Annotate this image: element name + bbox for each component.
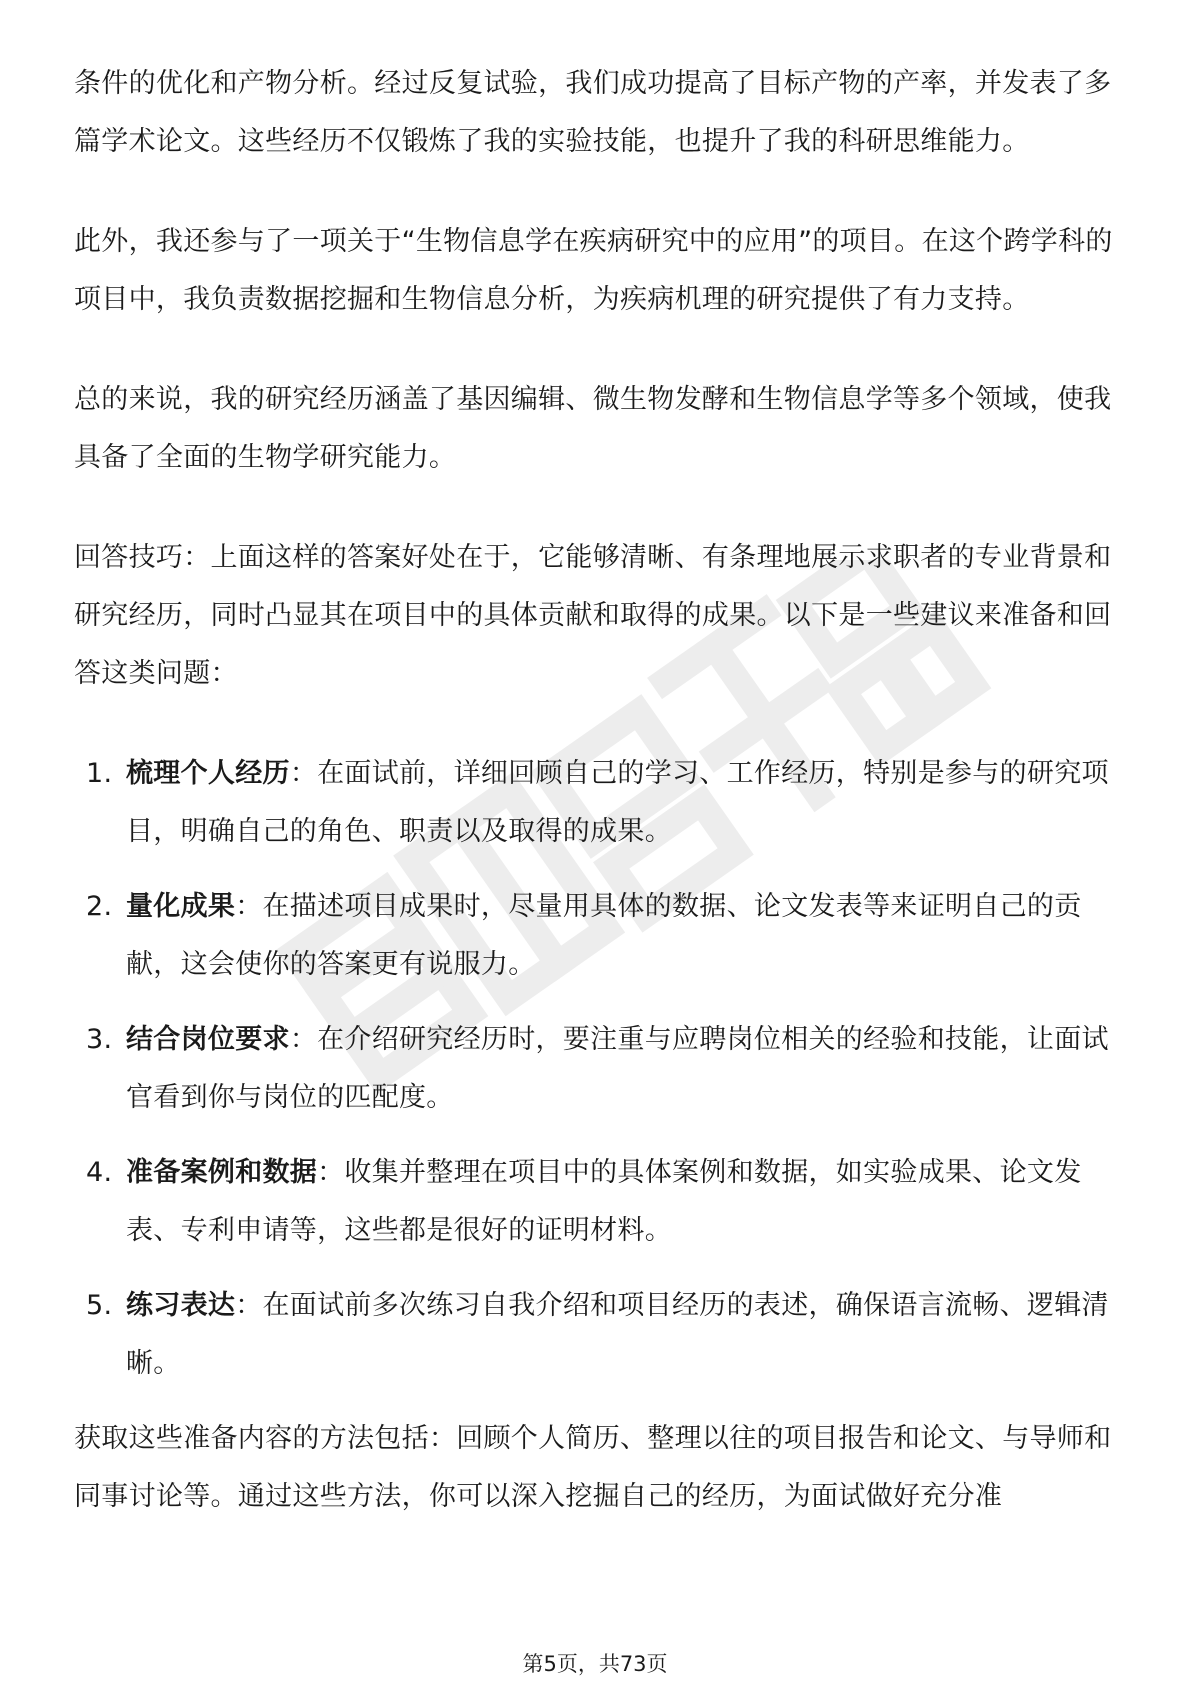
page-footer: 第5页，共73页 bbox=[522, 1652, 668, 1676]
list-item bbox=[74, 878, 1124, 994]
list-item-title: 结合岗位要求 bbox=[126, 1024, 290, 1055]
document-body bbox=[74, 55, 1124, 1526]
list-item-title: 梳理个人经历 bbox=[126, 758, 290, 789]
list-item-text: ：在介绍研究经历时，要注重与应聘岗位相关的经验和技能，让面试官看到你与岗位的匹配度。 bbox=[126, 1024, 1109, 1113]
list-item-text: ：在面试前多次练习自我介绍和项目经历的表述，确保语言流畅、逻辑清晰。 bbox=[126, 1290, 1109, 1379]
list-item bbox=[74, 1011, 1124, 1127]
list-item bbox=[74, 1277, 1124, 1393]
list-item-text: ：收集并整理在项目中的具体案例和数据，如实验成果、论文发表、专利申请等，这些都是很好的证明材料。 bbox=[126, 1157, 1082, 1246]
paragraph-2: 此外，我还参与了一项关于“生物信息学在疾病研究中的应用”的项目。在这个跨学科的项目中，我负责数据挖掘和生物信息分析，为疾病机理的研究提供了有力支持。 bbox=[74, 226, 1113, 315]
list-number: 1. bbox=[86, 758, 113, 789]
list-item-title: 练习表达 bbox=[126, 1290, 236, 1321]
list-item-text: ：在面试前，详细回顾自己的学习、工作经历，特别是参与的研究项目，明确自己的角色、职责以及取得的成果。 bbox=[126, 758, 1109, 847]
list-number: 2. bbox=[86, 891, 113, 922]
paragraph-3: 总的来说，我的研究经历涵盖了基因编辑、微生物发酵和生物信息学等多个领域，使我具备了全面的生物学研究能力。 bbox=[74, 384, 1112, 473]
paragraph-answer-tips: 回答技巧：上面这样的答案好处在于，它能够清晰、有条理地展示求职者的专业背景和研究经历，同时凸显其在项目中的具体贡献和取得的成果。以下是一些建议来准备和回答这类问题： bbox=[74, 542, 1112, 689]
list-item bbox=[74, 1144, 1124, 1260]
list-item-title: 准备案例和数据 bbox=[126, 1157, 318, 1188]
list-item-title: 量化成果 bbox=[126, 891, 236, 922]
list-number: 3. bbox=[86, 1024, 113, 1055]
list-item bbox=[74, 745, 1124, 861]
paragraph-1: 条件的优化和产物分析。经过反复试验，我们成功提高了目标产物的产率，并发表了多篇学术论文。这些经历不仅锻炼了我的实验技能，也提升了我的科研思维能力。 bbox=[74, 68, 1112, 157]
tips-list bbox=[74, 745, 1124, 1393]
list-item-text: ：在描述项目成果时，尽量用具体的数据、论文发表等来证明自己的贡献，这会使你的答案更有说服力。 bbox=[126, 891, 1082, 980]
list-number: 4. bbox=[86, 1157, 113, 1188]
list-number: 5. bbox=[86, 1290, 113, 1321]
paragraph-methods: 获取这些准备内容的方法包括：回顾个人简历、整理以往的项目报告和论文、与导师和同事讨论等。通过这些方法，你可以深入挖掘自己的经历，为面试做好充分准 bbox=[74, 1423, 1112, 1512]
